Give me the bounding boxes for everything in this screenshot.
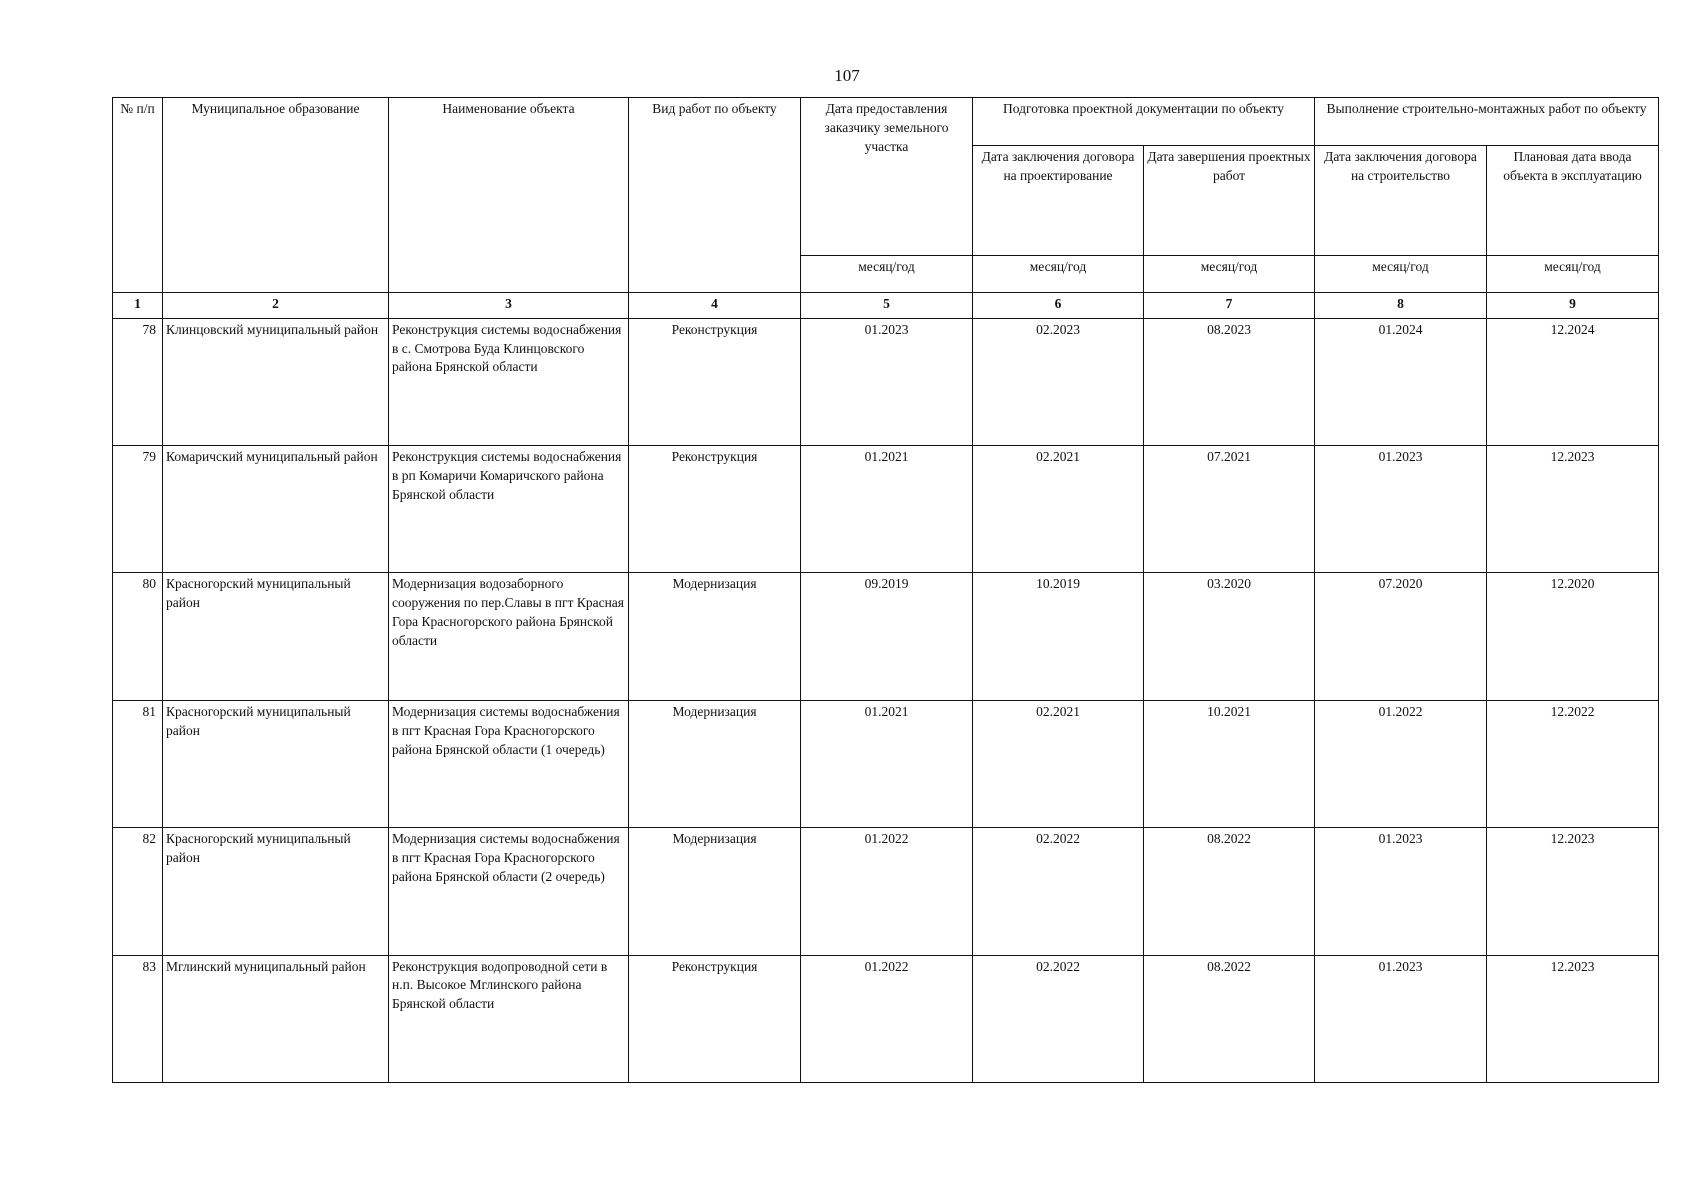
column-number: 7: [1144, 292, 1315, 318]
row-number: 81: [113, 700, 163, 827]
municipality-cell: Красногорский муниципальный район: [163, 700, 389, 827]
design-end-cell: 10.2021: [1144, 700, 1315, 827]
land-date-cell: 01.2021: [801, 700, 973, 827]
table-row: [113, 573, 1659, 700]
table-row: [113, 700, 1659, 827]
header-work-type: Вид работ по объекту: [629, 98, 801, 293]
land-date-cell: 09.2019: [801, 573, 973, 700]
row-number: 79: [113, 446, 163, 573]
column-number: 4: [629, 292, 801, 318]
commission-cell: 12.2022: [1487, 700, 1659, 827]
design-contract-cell: 02.2022: [973, 828, 1144, 955]
build-contract-cell: 01.2023: [1315, 955, 1487, 1082]
column-number: 1: [113, 292, 163, 318]
land-date-cell: 01.2021: [801, 446, 973, 573]
page-number: 107: [834, 66, 860, 85]
land-date-cell: 01.2022: [801, 828, 973, 955]
design-contract-cell: 02.2021: [973, 700, 1144, 827]
header-object: Наименование объекта: [389, 98, 629, 293]
work-type-cell: Модернизация: [629, 828, 801, 955]
row-number: 83: [113, 955, 163, 1082]
row-number: 82: [113, 828, 163, 955]
work-type-cell: Реконструкция: [629, 446, 801, 573]
land-date-cell: 01.2023: [801, 318, 973, 445]
commission-cell: 12.2020: [1487, 573, 1659, 700]
column-number: 2: [163, 292, 389, 318]
build-contract-cell: 07.2020: [1315, 573, 1487, 700]
header-commission: Плановая дата ввода объекта в эксплуатацию: [1487, 146, 1659, 256]
municipality-cell: Красногорский муниципальный район: [163, 573, 389, 700]
design-contract-cell: 02.2023: [973, 318, 1144, 445]
unit-label: месяц/год: [801, 256, 973, 292]
header-design-contract: Дата заключения договора на проектирование: [973, 146, 1144, 256]
object-cell: Модернизация водозаборного сооружения по пер.Славы в пгт Красная Гора Красногорского района Брянской области: [389, 573, 629, 700]
column-number: 3: [389, 292, 629, 318]
design-end-cell: 08.2023: [1144, 318, 1315, 445]
commission-cell: 12.2023: [1487, 955, 1659, 1082]
design-contract-cell: 10.2019: [973, 573, 1144, 700]
design-contract-cell: 02.2021: [973, 446, 1144, 573]
municipality-cell: Красногорский муниципальный район: [163, 828, 389, 955]
design-end-cell: 08.2022: [1144, 828, 1315, 955]
build-contract-cell: 01.2022: [1315, 700, 1487, 827]
municipality-cell: Клинцовский муниципальный район: [163, 318, 389, 445]
work-type-cell: Реконструкция: [629, 318, 801, 445]
table-row: [113, 318, 1659, 445]
table-row: [113, 955, 1659, 1082]
municipality-cell: Комаричский муниципальный район: [163, 446, 389, 573]
design-end-cell: 03.2020: [1144, 573, 1315, 700]
schedule-table: [112, 97, 1659, 1083]
design-end-cell: 07.2021: [1144, 446, 1315, 573]
build-contract-cell: 01.2023: [1315, 446, 1487, 573]
unit-label: месяц/год: [1487, 256, 1659, 292]
header-municipality: Муниципальное образование: [163, 98, 389, 293]
commission-cell: 12.2023: [1487, 828, 1659, 955]
object-cell: Модернизация системы водоснабжения в пгт Красная Гора Красногорского района Брянской области (2 очередь): [389, 828, 629, 955]
row-number: 80: [113, 573, 163, 700]
table-row: [113, 828, 1659, 955]
header-construction-group: Выполнение строительно-монтажных работ по объекту: [1315, 98, 1659, 146]
unit-label: месяц/год: [973, 256, 1144, 292]
header-num: № п/п: [113, 98, 163, 293]
object-cell: Реконструкция системы водоснабжения в рп Комаричи Комаричского района Брянской области: [389, 446, 629, 573]
column-number: 8: [1315, 292, 1487, 318]
municipality-cell: Мглинский муниципальный район: [163, 955, 389, 1082]
work-type-cell: Реконструкция: [629, 955, 801, 1082]
build-contract-cell: 01.2024: [1315, 318, 1487, 445]
commission-cell: 12.2023: [1487, 446, 1659, 573]
column-number: 6: [973, 292, 1144, 318]
header-design-group: Подготовка проектной документации по объекту: [973, 98, 1315, 146]
object-cell: Реконструкция системы водоснабжения в с. Смотрова Буда Клинцовского района Брянской области: [389, 318, 629, 445]
header-row-1: [113, 98, 1659, 146]
work-type-cell: Модернизация: [629, 573, 801, 700]
unit-label: месяц/год: [1315, 256, 1487, 292]
column-number: 5: [801, 292, 973, 318]
header-land-date: Дата предоставления заказчику земельного участка: [801, 98, 973, 256]
work-type-cell: Модернизация: [629, 700, 801, 827]
unit-label: месяц/год: [1144, 256, 1315, 292]
object-cell: Реконструкция водопроводной сети в н.п. Высокое Мглинского района Брянской области: [389, 955, 629, 1082]
commission-cell: 12.2024: [1487, 318, 1659, 445]
design-end-cell: 08.2022: [1144, 955, 1315, 1082]
column-number: 9: [1487, 292, 1659, 318]
header-build-contract: Дата заключения договора на строительство: [1315, 146, 1487, 256]
design-contract-cell: 02.2022: [973, 955, 1144, 1082]
table-row: [113, 446, 1659, 573]
column-number-row: [113, 292, 1659, 318]
land-date-cell: 01.2022: [801, 955, 973, 1082]
object-cell: Модернизация системы водоснабжения в пгт Красная Гора Красногорского района Брянской области (1 очередь): [389, 700, 629, 827]
header-design-end: Дата завершения проектных работ: [1144, 146, 1315, 256]
row-number: 78: [113, 318, 163, 445]
build-contract-cell: 01.2023: [1315, 828, 1487, 955]
